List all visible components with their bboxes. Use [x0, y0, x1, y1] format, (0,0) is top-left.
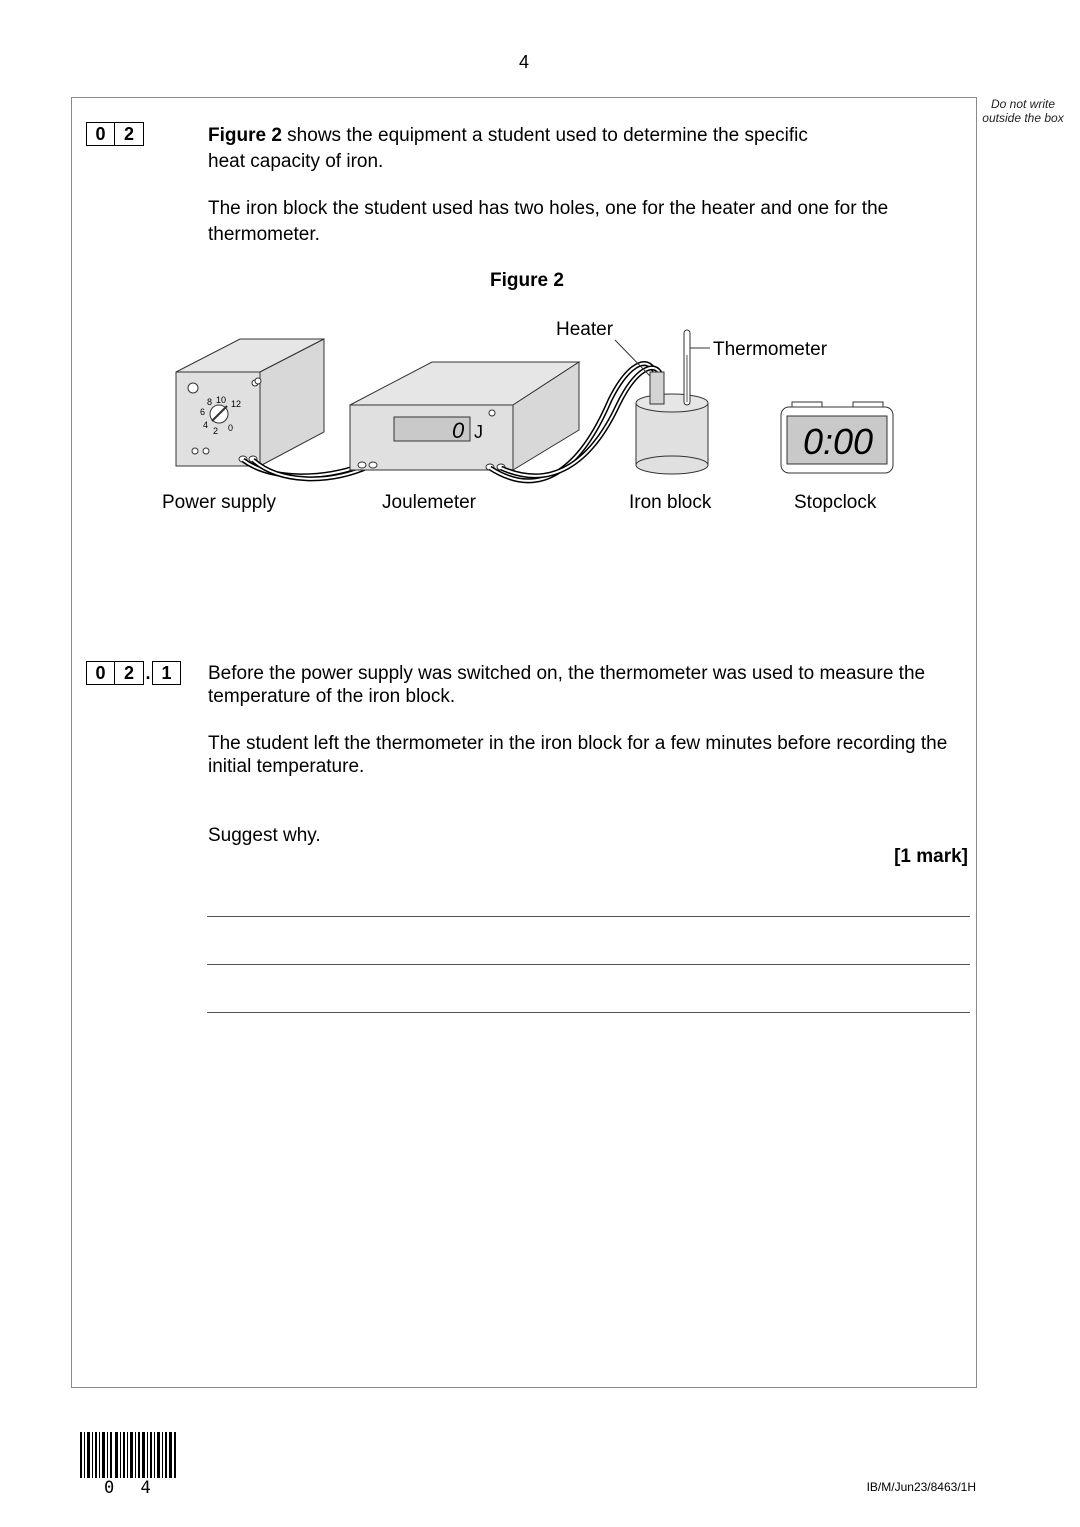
mark-allocation: [1 mark] [894, 846, 968, 867]
svg-text:0:00: 0:00 [803, 421, 874, 462]
svg-text:J: J [474, 422, 483, 442]
figure-diagram [0, 300, 1080, 500]
question-digit: 2 [115, 122, 144, 146]
question-intro [208, 123, 808, 175]
answer-line[interactable] [207, 916, 970, 917]
heater-label: Heater [556, 319, 614, 340]
question-digit: 0 [86, 122, 115, 146]
svg-text:0: 0 [452, 418, 465, 443]
svg-text:10: 10 [216, 395, 227, 405]
question-number-box [86, 122, 144, 146]
power-supply-label: Power supply [162, 492, 277, 513]
subquestion-para2: The student left the thermometer in the iron block for a few minutes before recording the initial temperature. [208, 733, 948, 777]
svg-text:0: 0 [228, 423, 234, 433]
power-supply-illustration [176, 339, 324, 466]
answer-line[interactable] [207, 964, 970, 965]
subquestion-number-box [86, 661, 181, 685]
svg-text:2: 2 [213, 426, 219, 436]
stopclock-illustration [781, 402, 893, 473]
svg-text:12: 12 [231, 399, 242, 409]
figure-reference: Figure 2 [208, 125, 282, 146]
page-number: 4 [518, 52, 529, 72]
subquestion-prompt: Suggest why. [208, 825, 321, 846]
svg-text:4: 4 [203, 420, 209, 430]
svg-text:8: 8 [207, 397, 213, 407]
subquestion-dot: . [145, 662, 151, 683]
barcode-number: 0 4 [104, 1478, 159, 1498]
intro-text: shows the equipment a student used to determine the specific heat capacity of iron. [208, 125, 808, 172]
subquestion-digit: 1 [152, 661, 181, 685]
figure-title: Figure 2 [490, 270, 564, 291]
joulemeter-illustration [350, 362, 579, 470]
iron-block-illustration [615, 330, 710, 474]
thermometer-label: Thermometer [713, 339, 828, 360]
barcode-icon [80, 1432, 180, 1478]
answer-line[interactable] [207, 1012, 970, 1013]
margin-note: Do not write outside the box [982, 97, 1064, 125]
question-para2: The iron block the student used has two holes, one for the heater and one for the thermometer. [208, 198, 889, 245]
question-digit: 2 [115, 661, 144, 685]
question-digit: 0 [86, 661, 115, 685]
iron-block-label: Iron block [629, 492, 712, 513]
paper-code: IB/M/Jun23/8463/1H [866, 1480, 976, 1494]
svg-text:6: 6 [200, 407, 206, 417]
joulemeter-label: Joulemeter [382, 492, 476, 513]
stopclock-label: Stopclock [794, 492, 877, 513]
subquestion-para1: Before the power supply was switched on, the thermometer was used to measure the temperature of the iron block. [208, 663, 926, 707]
